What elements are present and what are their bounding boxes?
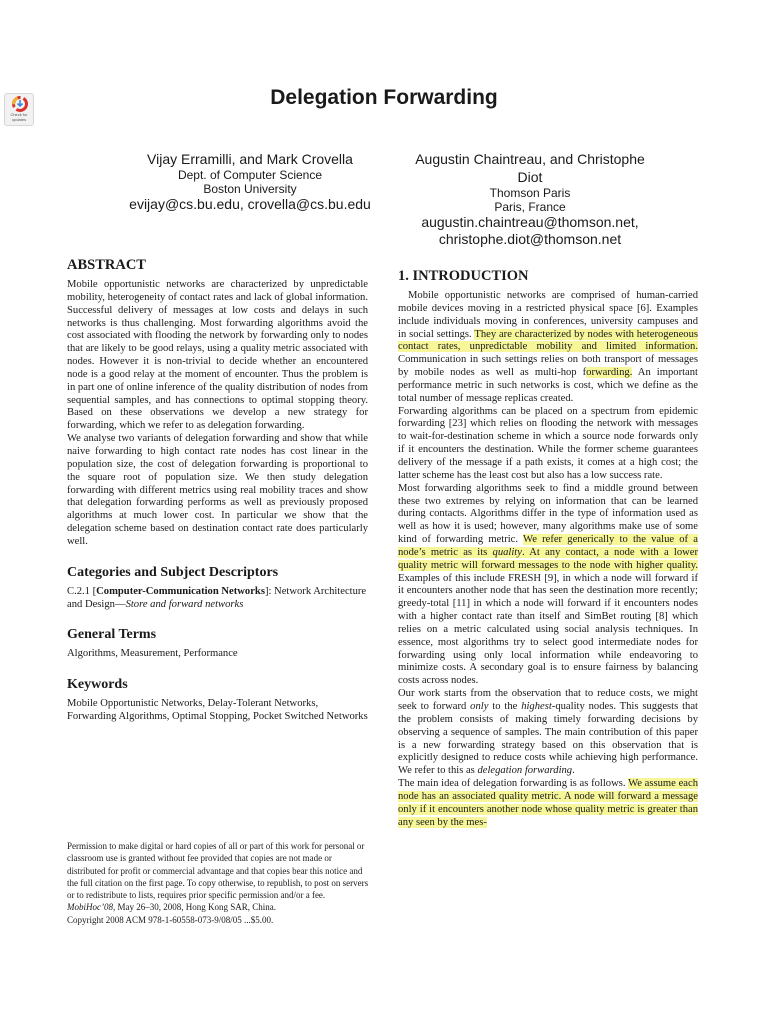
highlight: We refer generically to the value of a node’s metric as its [398, 534, 698, 558]
intro-paragraph-3: Most forwarding algorithms seek to find a middle ground between these two extremes by relying on information that can be learned during contacts. Algorithms differ in the type of information used as well as how it is used; however, many algorithms make use of some kind of forwarding metric. We refer generically to the value of a node’s metric as its quality. At any contact, a node with a lower quality metric will forward messages to the node with higher quality. Examples of this include FRESH [9], in which a node will forward if it encounters another node that has seen the destination more recently; greedy-total [11] in which a node will forward if it encounters nodes with a higher contact rate than itself and SimBet routing [8] which relies on a metric calculated using social analysis techniques. In essence, most algorithms try to select good intermediate nodes for forwarding using only local information while endeavoring to minimize costs. A secondary goal is to ensure fairness by balancing costs across nodes. [398, 482, 698, 687]
author-email: evijay@cs.bu.edu, crovella@cs.bu.edu [129, 196, 371, 212]
badge-label: Check for updates [10, 112, 28, 122]
intro-paragraph-5: The main idea of delegation forwarding is as follows. We assume each node has an associated quality metric. A node will forward a message only if it encounters another node whose quality metric is greater than any seen by the mes- [398, 778, 698, 828]
highlight: orwarding. [586, 367, 633, 379]
highlight: . At any contact, a node with a lower quality metric will forward messages to the node with higher quality. [398, 546, 698, 571]
keywords-heading: Keywords [67, 677, 128, 693]
author-dept: Dept. of Computer Science [177, 168, 323, 182]
author-names-line2: Diot [517, 169, 543, 185]
venue-line: MobiHoc’08, May 26–30, 2008, Hong Kong SAR, China. [67, 902, 277, 913]
intro-paragraph-2: Forwarding algorithms can be placed on a spectrum from epidemic forwarding [23] which relies on flooding the network with messages to wait-for-destination scheme in which a source node forwards only if it encounters the destination. While the former scheme guarantees delivery of the message if a path exists, it comes at a high cost; the latter scheme has the least cost but also has a low success rate. [398, 405, 698, 481]
introduction-heading: 1. INTRODUCTION [398, 268, 529, 284]
general-terms-heading: General Terms [67, 627, 157, 643]
right-column [398, 268, 698, 829]
general-terms-text: Algorithms, Measurement, Performance [67, 648, 238, 660]
author-city: Paris, France [494, 200, 566, 214]
author-univ: Boston University [203, 182, 297, 196]
categories-text: C.2.1 [Computer-Communication Networks]: Network Architecture and Design—Store and forward networks [67, 585, 367, 610]
abstract-paragraph-1: Mobile opportunistic networks are characterized by unpredictable mobility, heterogeneity of contact rates and lack of global information. Successful delivery of messages at low costs and delays in such networks is thus challenging. Most forwarding algorithms avoid the cost associated with flooding the network by forwarding only to nodes that are likely to be good relays, using a quality metric associated with nodes. However it is non-trivial to decide whether an encountered node is a good relay at the moment of encounter. Thus the problem is in part one of online inference of the quality distribution of nodes from sequential samples, and has connections to optimal stopping theory. Based on these observations we develop a new strategy for forwarding, which we refer to as delegation forwarding. [67, 279, 368, 432]
permission-notice [67, 840, 372, 926]
highlight: quality [492, 546, 522, 558]
abstract-heading: ABSTRACT [67, 257, 146, 273]
author-email1: augustin.chaintreau@thomson.net, [421, 214, 639, 230]
highlight: We assume each node has an associated quality metric. A node will forward a message only if it encounters another node whose quality metric is greater than any seen by the mes- [398, 778, 698, 828]
copyright-line: Copyright 2008 ACM 978-1-60558-073-9/08/05 ...$5.00. [67, 914, 274, 925]
author-names: Vijay Erramilli, and Mark Crovella [147, 151, 353, 167]
intro-paragraph-4: Our work starts from the observation that to reduce costs, we might seek to forward only to the highest-quality nodes. This suggests that the problem consists of making timely forwarding decisions by observing a sequence of samples. The main contribution of this paper is a new forwarding strategy based on this observation that is explicitly designed to reduce costs while achieving high performance. We refer to this as delegation forwarding. [398, 688, 698, 777]
author-names-line1: Augustin Chaintreau, and Christophe [415, 151, 645, 167]
intro-paragraph-1: Mobile opportunistic networks are comprised of human-carried mobile devices moving in a restricted physical space [6]. Examples include individuals moving in conferences, university campuses and in social settings. They are characterized by nodes with heterogeneous contact rates, unpredictable mobility and limited information. Communication in such settings relies on both transport of messages by mobile nodes as well as multi-hop forwarding. An important performance metric in such networks is cost, which we define as the total number of message replicas created. [398, 290, 698, 404]
paper-title: Delegation Forwarding [270, 86, 498, 109]
keywords-text: Mobile Opportunistic Networks, Delay-Tolerant Networks, Forwarding Algorithms, Optimal Stopping, Pocket Switched Networks [67, 698, 368, 723]
abstract-paragraph-2: We analyse two variants of delegation forwarding and show that while naive forwarding to high contact rate nodes has cost linear in the population size, the cost of delegation forwarding is proportional to the square root of population size. We then study delegation forwarding with different metrics using real mobility traces and show that delegation forwarding performs as well as previously proposed algorithms at much lower cost. In particular we show that the delegation scheme based on destination contact rate does particularly well. [67, 433, 368, 547]
author-block-right [380, 150, 680, 248]
categories-heading: Categories and Subject Descriptors [67, 564, 279, 580]
highlight: They are characterized by nodes with heterogeneous contact rates, unpredictable mobility and limited information. [398, 328, 698, 353]
author-org: Thomson Paris [489, 186, 571, 200]
permission-text: Permission to make digital or hard copies of all or part of this work for personal or classroom use is granted without fee provided that copies are not made or distributed for profit or commercial advantage and that copies bear this notice and the full citation on the first page. To copy otherwise, to republish, to post on servers or to redistribute to lists, requires prior specific permission and/or a fee. [67, 841, 369, 901]
left-column [67, 257, 368, 724]
author-block-left [105, 150, 395, 213]
author-email2: christophe.diot@thomson.net [438, 231, 622, 247]
